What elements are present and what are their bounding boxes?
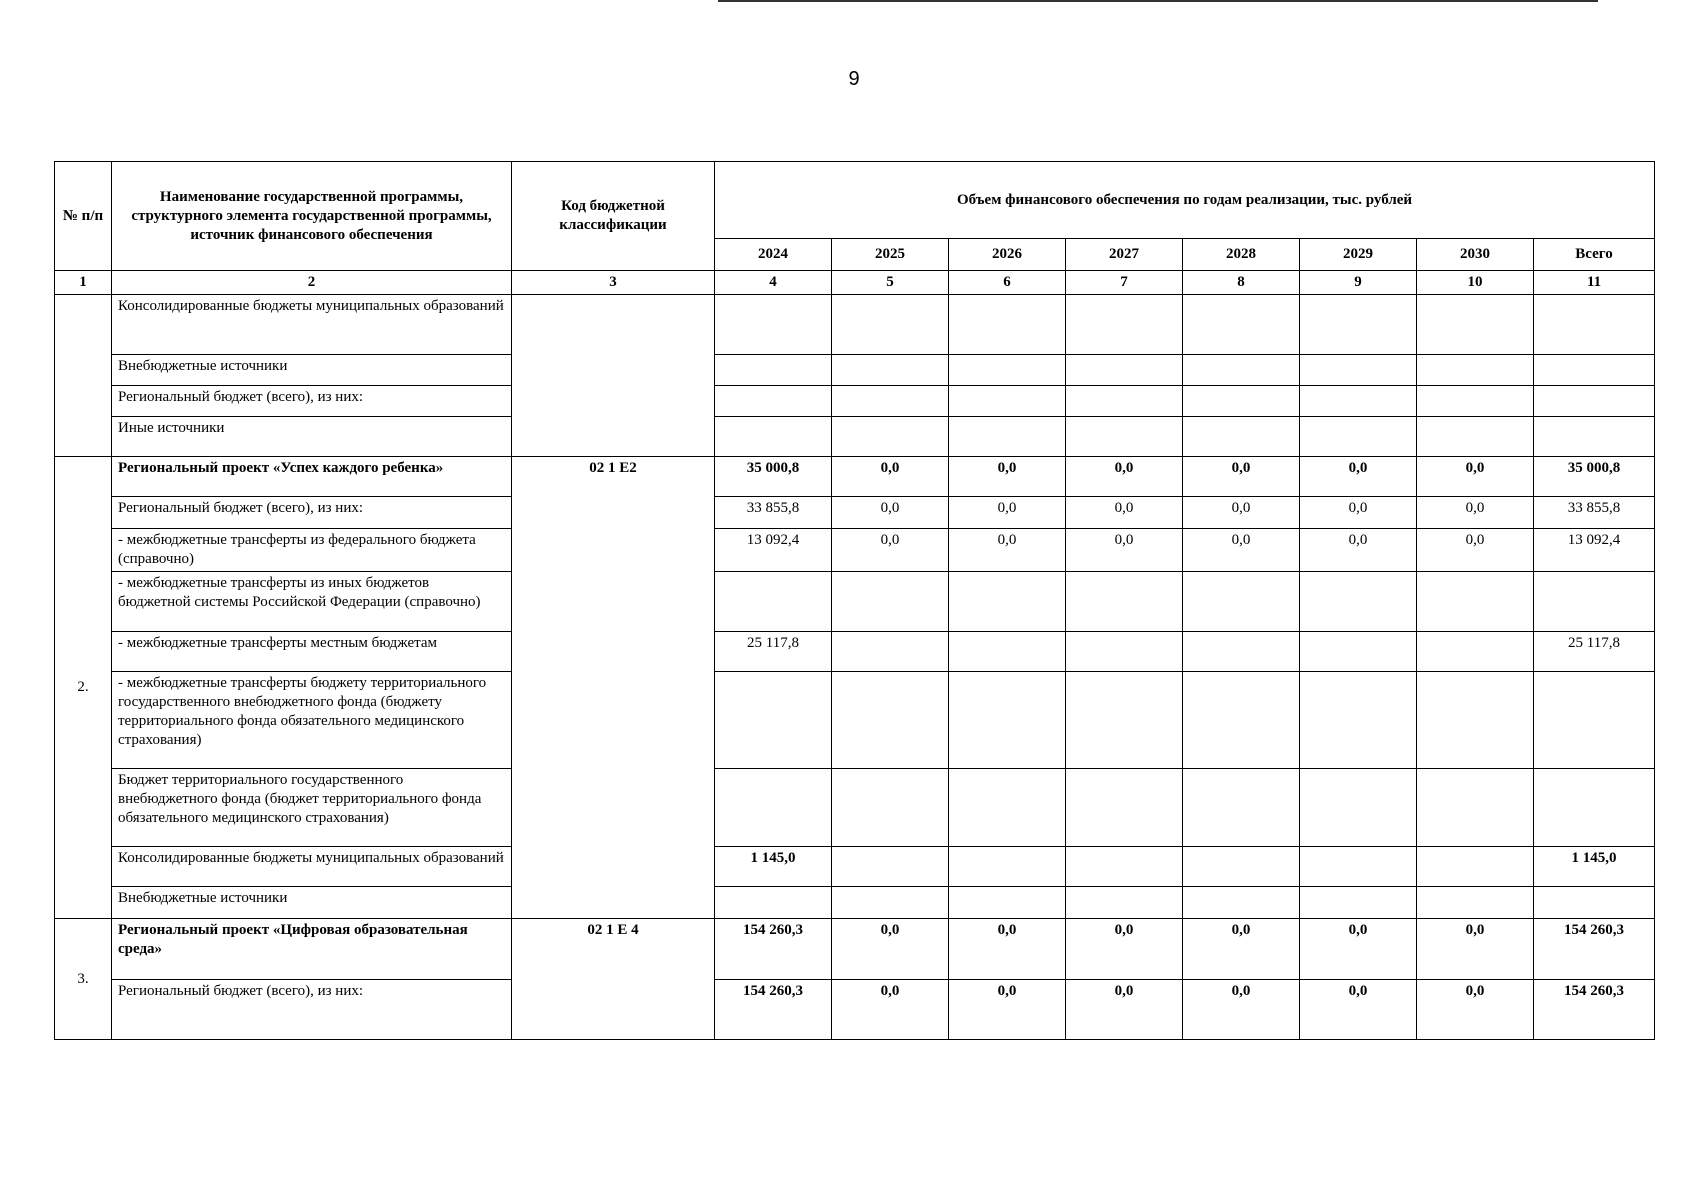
budget-code: 02 1 E 4 (512, 919, 715, 1040)
value-cell (1417, 386, 1534, 417)
value-cell (949, 887, 1066, 919)
row-label: Внебюджетные источники (112, 887, 512, 919)
table-row (55, 529, 1655, 572)
column-number: 6 (949, 271, 1066, 295)
value-cell: 0,0 (1417, 529, 1534, 572)
value-cell (715, 672, 832, 769)
value-cell: 1 145,0 (715, 847, 832, 887)
column-number: 10 (1417, 271, 1534, 295)
value-cell: 35 000,8 (715, 457, 832, 497)
value-cell: 0,0 (1183, 980, 1300, 1040)
value-cell (1183, 632, 1300, 672)
value-cell: 0,0 (832, 457, 949, 497)
row-label: Региональный проект «Цифровая образовательная среда» (112, 919, 512, 980)
value-cell (1066, 386, 1183, 417)
header-year: 2028 (1183, 239, 1300, 271)
value-cell: 0,0 (1066, 980, 1183, 1040)
column-number: 2 (112, 271, 512, 295)
value-cell: 13 092,4 (1534, 529, 1655, 572)
value-cell (1534, 672, 1655, 769)
value-cell (1183, 572, 1300, 632)
value-cell (1183, 847, 1300, 887)
value-cell (1534, 887, 1655, 919)
table-row (55, 847, 1655, 887)
row-label: Региональный проект «Успех каждого ребенка» (112, 457, 512, 497)
value-cell (949, 572, 1066, 632)
column-number: 9 (1300, 271, 1417, 295)
value-cell (1417, 887, 1534, 919)
row-label: Иные источники (112, 417, 512, 457)
value-cell (949, 632, 1066, 672)
value-cell (715, 295, 832, 355)
value-cell (1300, 769, 1417, 847)
value-cell (1066, 417, 1183, 457)
value-cell (1417, 355, 1534, 386)
value-cell: 0,0 (1300, 529, 1417, 572)
value-cell: 0,0 (1066, 497, 1183, 529)
value-cell: 0,0 (1417, 919, 1534, 980)
value-cell: 0,0 (949, 529, 1066, 572)
value-cell (1534, 386, 1655, 417)
value-cell (1534, 355, 1655, 386)
row-label: Консолидированные бюджеты муниципальных образований (112, 295, 512, 355)
value-cell (1066, 295, 1183, 355)
column-number: 7 (1066, 271, 1183, 295)
table-row (55, 919, 1655, 980)
value-cell: 0,0 (1066, 919, 1183, 980)
value-cell: 0,0 (1300, 919, 1417, 980)
value-cell (949, 417, 1066, 457)
value-cell: 1 145,0 (1534, 847, 1655, 887)
table-row (55, 672, 1655, 769)
table-row (55, 417, 1655, 457)
value-cell: 0,0 (1066, 457, 1183, 497)
value-cell (1066, 672, 1183, 769)
value-cell (1066, 887, 1183, 919)
value-cell (1300, 847, 1417, 887)
value-cell (715, 417, 832, 457)
row-label: Консолидированные бюджеты муниципальных образований (112, 847, 512, 887)
value-cell (949, 769, 1066, 847)
value-cell (1417, 417, 1534, 457)
value-cell (949, 672, 1066, 769)
value-cell: 0,0 (832, 980, 949, 1040)
value-cell (1300, 887, 1417, 919)
value-cell: 25 117,8 (715, 632, 832, 672)
value-cell (715, 355, 832, 386)
header-year: 2026 (949, 239, 1066, 271)
table-body (55, 295, 1655, 1040)
value-cell (1534, 295, 1655, 355)
value-cell (1417, 769, 1534, 847)
value-cell: 0,0 (1183, 497, 1300, 529)
value-cell (1183, 887, 1300, 919)
value-cell (1534, 769, 1655, 847)
value-cell (1417, 632, 1534, 672)
value-cell (832, 355, 949, 386)
table-row (55, 355, 1655, 386)
value-cell (1066, 355, 1183, 386)
header-year: 2024 (715, 239, 832, 271)
table-row (55, 295, 1655, 355)
value-cell: 0,0 (1417, 457, 1534, 497)
table-row (55, 980, 1655, 1040)
row-number: 3. (55, 919, 112, 1040)
value-cell (832, 847, 949, 887)
column-number: 8 (1183, 271, 1300, 295)
value-cell (1066, 769, 1183, 847)
table-row (55, 457, 1655, 497)
value-cell (1183, 355, 1300, 386)
value-cell: 154 260,3 (1534, 980, 1655, 1040)
value-cell (1300, 632, 1417, 672)
value-cell (949, 355, 1066, 386)
value-cell (1183, 672, 1300, 769)
value-cell: 0,0 (1300, 980, 1417, 1040)
value-cell (832, 386, 949, 417)
row-label: Региональный бюджет (всего), из них: (112, 497, 512, 529)
value-cell (832, 417, 949, 457)
value-cell: 154 260,3 (715, 919, 832, 980)
value-cell: 0,0 (832, 529, 949, 572)
value-cell (715, 769, 832, 847)
value-cell: 33 855,8 (715, 497, 832, 529)
value-cell (1300, 386, 1417, 417)
value-cell: 0,0 (1300, 457, 1417, 497)
row-label: - межбюджетные трансферты из иных бюджетов бюджетной системы Российской Федерации (справочно) (112, 572, 512, 632)
value-cell (1534, 417, 1655, 457)
table-row (55, 632, 1655, 672)
row-label: - межбюджетные трансферты из федерального бюджета (справочно) (112, 529, 512, 572)
row-label: - межбюджетные трансферты местным бюджетам (112, 632, 512, 672)
header-name: Наименование государственной программы, структурного элемента государственной программы, источник финансового обеспечения (112, 162, 512, 271)
column-number: 3 (512, 271, 715, 295)
value-cell (1300, 417, 1417, 457)
column-number: 5 (832, 271, 949, 295)
value-cell (949, 295, 1066, 355)
row-label: Региональный бюджет (всего), из них: (112, 386, 512, 417)
value-cell: 0,0 (1183, 529, 1300, 572)
budget-table (54, 161, 1655, 1040)
table-row (55, 497, 1655, 529)
header-year: 2027 (1066, 239, 1183, 271)
header-row-1 (55, 162, 1655, 239)
value-cell (1300, 295, 1417, 355)
row-number (55, 295, 112, 457)
value-cell: 13 092,4 (715, 529, 832, 572)
value-cell: 0,0 (1417, 497, 1534, 529)
value-cell: 33 855,8 (1534, 497, 1655, 529)
value-cell: 0,0 (832, 497, 949, 529)
value-cell (1417, 672, 1534, 769)
value-cell (1066, 847, 1183, 887)
value-cell (1183, 769, 1300, 847)
budget-code (512, 295, 715, 457)
page-number: 9 (848, 68, 860, 90)
table-row (55, 386, 1655, 417)
value-cell (832, 769, 949, 847)
value-cell (949, 847, 1066, 887)
value-cell: 0,0 (949, 497, 1066, 529)
value-cell (832, 572, 949, 632)
value-cell (1534, 572, 1655, 632)
value-cell: 0,0 (949, 457, 1066, 497)
value-cell (1300, 572, 1417, 632)
budget-code: 02 1 E2 (512, 457, 715, 919)
row-label: Бюджет территориального государственного внебюджетного фонда (бюджет территориального фонда обязательного медицинского страхования) (112, 769, 512, 847)
row-label: - межбюджетные трансферты бюджету территориального государственного внебюджетного фонда (бюджету территориального фонда обязательного медицинского страхования) (112, 672, 512, 769)
header-numbers-row (55, 271, 1655, 295)
value-cell (1066, 572, 1183, 632)
value-cell: 0,0 (1417, 980, 1534, 1040)
value-cell (715, 572, 832, 632)
column-number: 4 (715, 271, 832, 295)
header-volume: Объем финансового обеспечения по годам реализации, тыс. рублей (715, 162, 1655, 239)
value-cell (1183, 417, 1300, 457)
header-year: 2029 (1300, 239, 1417, 271)
row-label: Региональный бюджет (всего), из них: (112, 980, 512, 1040)
value-cell (1183, 295, 1300, 355)
value-cell: 154 260,3 (715, 980, 832, 1040)
value-cell: 0,0 (1183, 919, 1300, 980)
value-cell: 0,0 (949, 980, 1066, 1040)
table-row (55, 572, 1655, 632)
header-year: 2030 (1417, 239, 1534, 271)
value-cell: 154 260,3 (1534, 919, 1655, 980)
table-row (55, 887, 1655, 919)
value-cell (715, 887, 832, 919)
header-year: Всего (1534, 239, 1655, 271)
value-cell: 0,0 (1183, 457, 1300, 497)
value-cell (1066, 632, 1183, 672)
value-cell (832, 887, 949, 919)
value-cell (1300, 672, 1417, 769)
value-cell: 25 117,8 (1534, 632, 1655, 672)
value-cell (832, 295, 949, 355)
column-number: 11 (1534, 271, 1655, 295)
top-rule (718, 0, 1598, 2)
value-cell (1417, 572, 1534, 632)
value-cell (1183, 386, 1300, 417)
value-cell: 0,0 (1066, 529, 1183, 572)
value-cell (832, 632, 949, 672)
value-cell: 0,0 (832, 919, 949, 980)
row-number: 2. (55, 457, 112, 919)
header-code: Код бюджетной классификации (512, 162, 715, 271)
value-cell: 0,0 (949, 919, 1066, 980)
value-cell (832, 672, 949, 769)
value-cell (949, 386, 1066, 417)
value-cell (1300, 355, 1417, 386)
value-cell (1417, 295, 1534, 355)
value-cell (1417, 847, 1534, 887)
header-year: 2025 (832, 239, 949, 271)
row-label: Внебюджетные источники (112, 355, 512, 386)
column-number: 1 (55, 271, 112, 295)
table-row (55, 769, 1655, 847)
value-cell: 0,0 (1300, 497, 1417, 529)
value-cell: 35 000,8 (1534, 457, 1655, 497)
value-cell (715, 386, 832, 417)
header-np: № п/п (55, 162, 112, 271)
